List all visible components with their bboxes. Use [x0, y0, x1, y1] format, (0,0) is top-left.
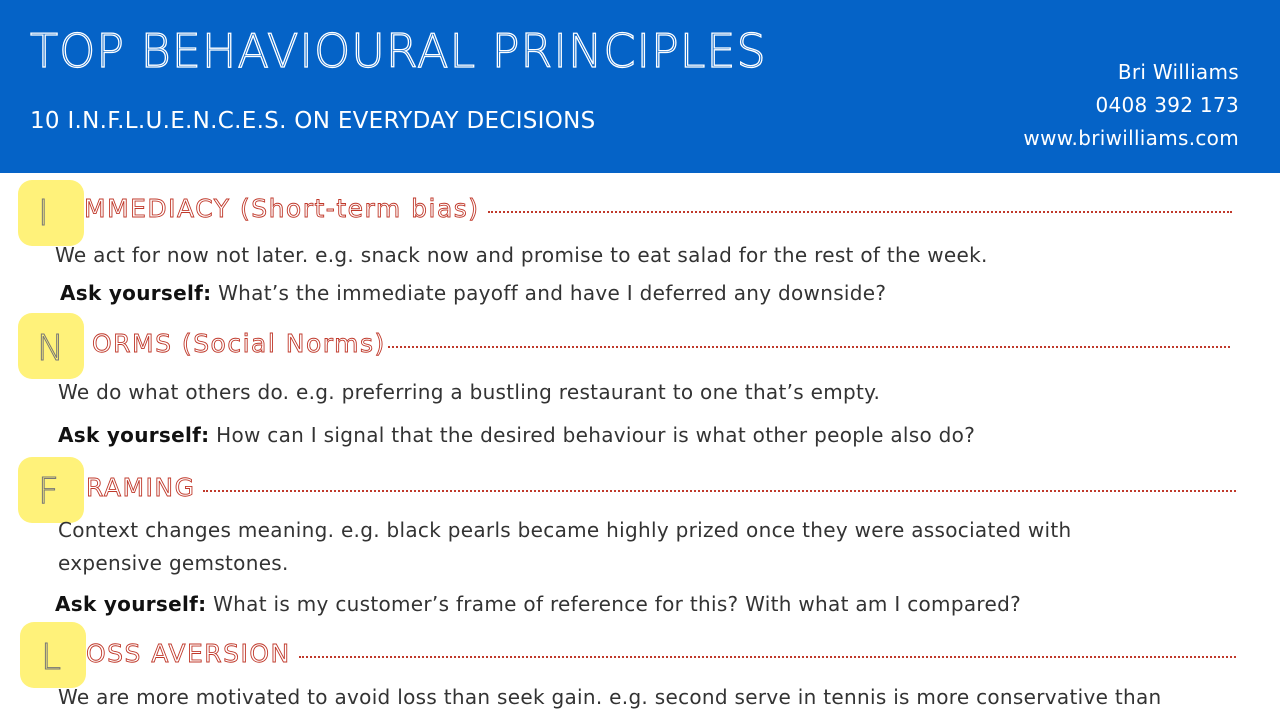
badge-letter: N [37, 328, 64, 369]
ask-yourself-label: Ask yourself: [60, 281, 212, 305]
page-title: TOP BEHAVIOURAL PRINCIPLES [30, 24, 767, 78]
principle-description: We act for now not later. e.g. snack now and promise to eat salad for the rest of the week. [55, 243, 988, 267]
ask-yourself-label: Ask yourself: [58, 423, 210, 447]
badge-letter: L [41, 637, 62, 678]
badge-letter: F [38, 471, 59, 512]
ask-yourself-text: How can I signal that the desired behaviour is what other people also do? [209, 423, 976, 447]
letter-badge [18, 180, 84, 246]
ask-yourself-label: Ask yourself: [55, 592, 207, 616]
dotted-leader [388, 346, 1230, 348]
principle-heading: MMEDIACY (Short-term bias) [84, 194, 480, 223]
badge-letter: I [38, 193, 49, 234]
principle-description: We do what others do. e.g. preferring a bustling restaurant to one that’s empty. [58, 380, 881, 404]
principle-description: Context changes meaning. e.g. black pearls became highly prized once they were associated with expensive gemstones. [58, 518, 1072, 575]
header-banner [0, 0, 1280, 173]
contact-block [1023, 56, 1239, 155]
principle-heading: RAMING [86, 473, 196, 502]
ask-yourself-line [55, 592, 1021, 616]
contact-phone: 0408 392 173 [1095, 93, 1239, 117]
dotted-leader [299, 656, 1236, 658]
ask-yourself-line [60, 281, 886, 305]
principle-heading: ORMS (Social Norms) [92, 329, 386, 358]
principle-heading: OSS AVERSION [86, 639, 291, 668]
page-subtitle: 10 I.N.F.L.U.E.N.C.E.S. ON EVERYDAY DECISIONS [30, 108, 596, 134]
ask-yourself-line [58, 423, 975, 447]
ask-yourself-text: What is my customer’s frame of reference for this? With what am I compared? [206, 592, 1021, 616]
ask-yourself-text: What’s the immediate payoff and have I deferred any downside? [211, 281, 887, 305]
principle-description: We are more motivated to avoid loss than seek gain. e.g. second serve in tennis is more conservative than [58, 685, 1162, 709]
contact-name: Bri Williams [1117, 60, 1239, 84]
dotted-leader [203, 490, 1236, 492]
contact-website: www.briwilliams.com [1023, 126, 1239, 150]
dotted-leader [488, 211, 1232, 213]
